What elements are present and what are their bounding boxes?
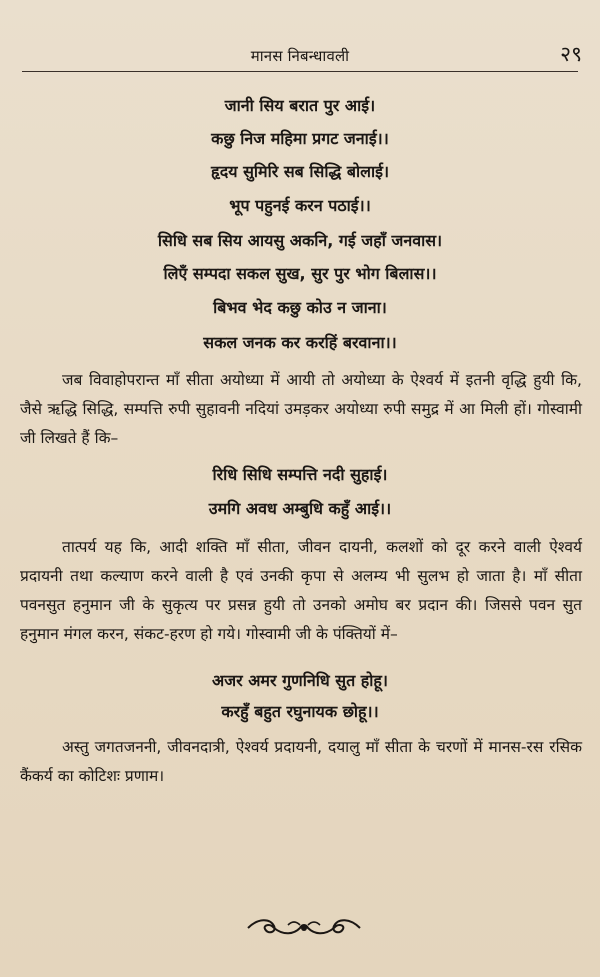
- page-number: २९: [560, 42, 582, 66]
- verse-line: रिधि सिधि सम्पत्ति नदी सुहाई।: [212, 465, 388, 484]
- verse-line: सिधि सब सिय आयसु अकनि, गई जहाँ जनवास।: [157, 231, 443, 250]
- running-header-title: मानस निबन्धावली: [250, 47, 350, 65]
- verse-line: कछु निज महिमा प्रगट जनाई।।: [211, 129, 389, 148]
- paragraph: [20, 533, 582, 649]
- verse-line: जानी सिय बरात पुर आई।: [224, 96, 376, 115]
- paragraph-text: तात्पर्य यह कि, आदी शक्ति माँ सीता, जीवन दायनी, कलशों को दूर करने वाली ऐश्वर्य प्रदायनी तथा कल्याण करने वाली है एवं उनकी कृपा से अलम्य भी सुलभ हो जाता है। माँ सीता पवनसुत हनुमान जी के सुकृत्य पर प्रसन्न हुयी तो उनको अमोघ बर प्रदान की। जिससे पवन सुत हनुमान मंगल करन, संकट-हरण हो गये। गोस्वामी जी के पंक्तियों में–: [20, 538, 582, 643]
- paragraph-text: जब विवाहोपरान्त माँ सीता अयोध्या में आयी तो अयोध्या के ऐश्वर्य में इतनी वृद्धि हुयी कि, जैसे ऋद्धि सिद्धि, सम्पत्ति रुपी सुहावनी नदियां उमड़कर अयोध्या रुपी समुद्र में आ मिली हों। गोस्वामी जी लिखते हैं कि–: [20, 371, 582, 447]
- paragraph: [20, 366, 582, 453]
- paragraph-text: अस्तु जगतजननी, जीवनदात्री, ऐश्वर्य प्रदायनी, दयालु माँ सीता के चरणों में मानस-रस रसिक कैंकर्य का कोटिशः प्रणाम।: [20, 738, 582, 785]
- verse-line: भूप पहुनई करन पठाई।।: [229, 196, 371, 215]
- paragraph: [20, 733, 582, 791]
- verse-line: अजर अमर गुणनिधि सुत होहू।: [212, 671, 388, 690]
- verse-line: सकल जनक कर करहिं बरवाना।।: [203, 333, 397, 352]
- verse-line: बिभव भेद कछु कोउ न जाना।: [213, 298, 387, 317]
- verse-line: हृदय सुमिरि सब सिद्धि बोलाई।: [210, 162, 390, 181]
- verse-line: करहुँ बहुत रघुनायक छोहू।।: [221, 702, 379, 721]
- verse-line: लिएँ सम्पदा सकल सुख, सुर पुर भोग बिलास।।: [163, 264, 437, 283]
- decorative-flourish-icon: [244, 916, 364, 940]
- header-rule: [22, 71, 578, 72]
- verse-line: उमगि अवध अम्बुधि कहुँ आई।।: [208, 499, 392, 518]
